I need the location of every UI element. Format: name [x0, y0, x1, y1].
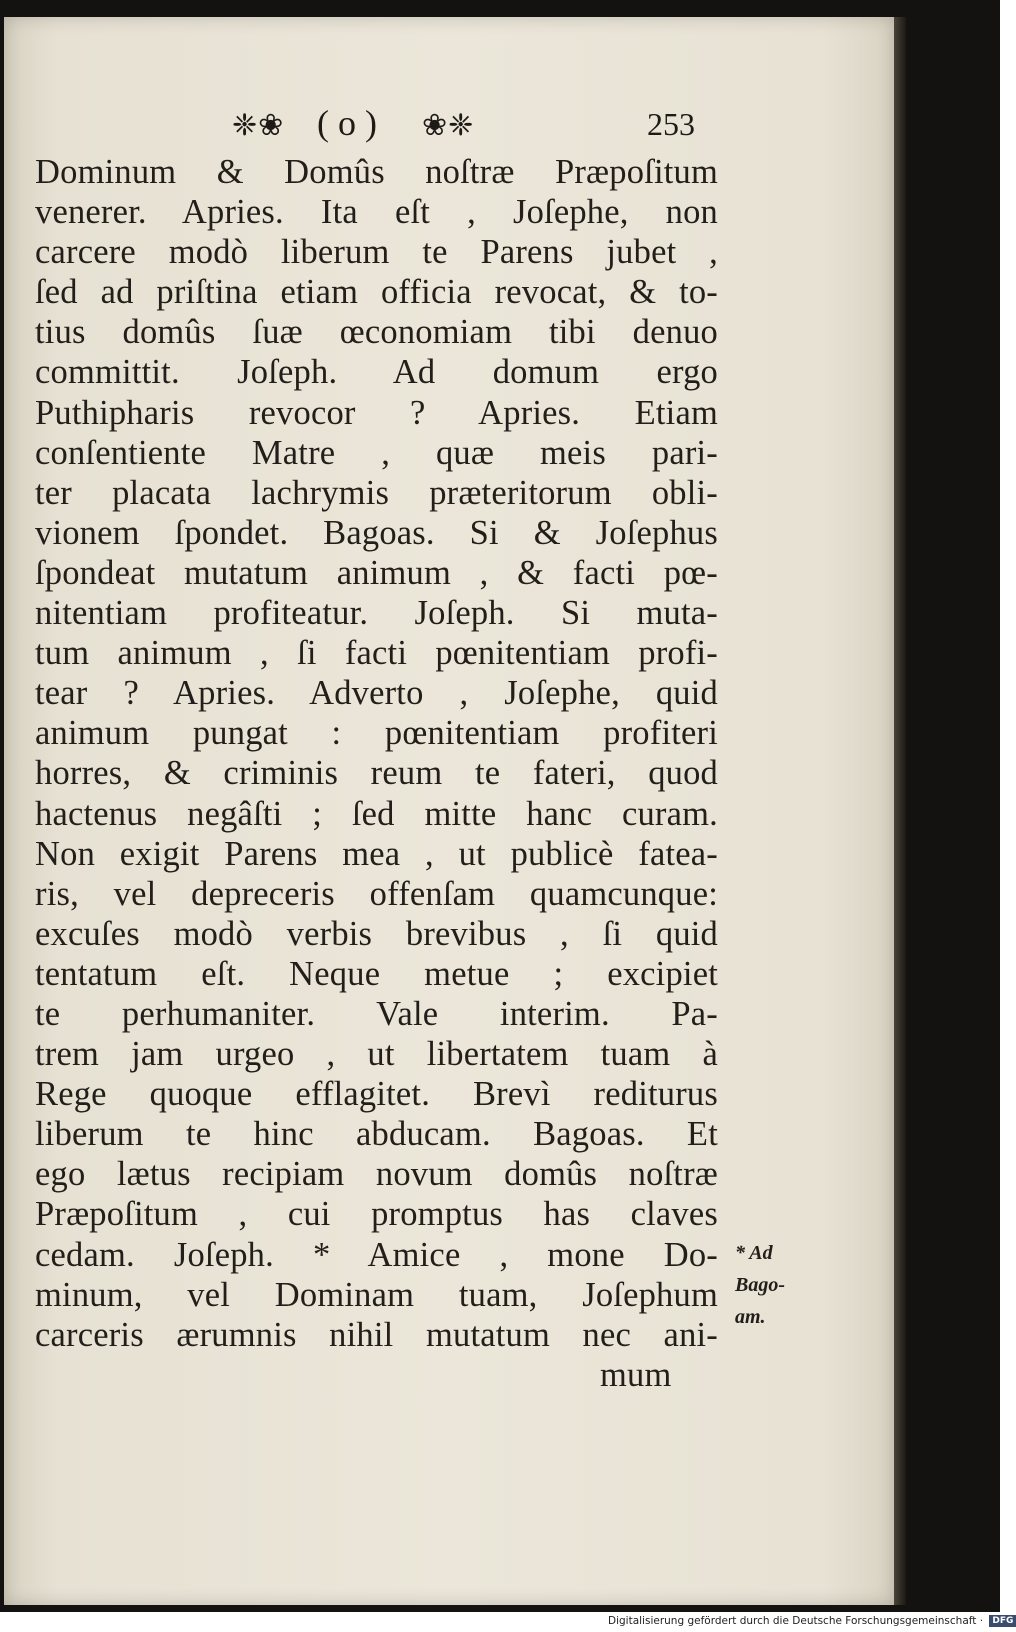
text-line: Puthipharis revocor ? Apries. Etiam: [35, 393, 718, 432]
text-line: ter placata lachrymis præteritorum obli-: [35, 473, 718, 512]
text-line: conſentiente Matre , quæ meis pari-: [35, 433, 718, 472]
text-line: minum, vel Dominam tuam, Joſephum: [35, 1275, 718, 1314]
running-header: [232, 100, 702, 160]
text-line: vionem ſpondet. Bagoas. Si & Joſephus: [35, 513, 718, 552]
catchword: mum: [600, 1355, 672, 1394]
text-line: animum pungat : pœnitentiam profiteri: [35, 714, 718, 753]
text-line: carceris ærumnis nihil mutatum nec ani-: [35, 1315, 718, 1354]
text-line: cedam. Joſeph. * Amice , mone Do-: [35, 1235, 718, 1274]
text-line: Non exigit Parens mea , ut publicè fatea-: [35, 834, 718, 873]
credit-text: Digitalisierung gefördert durch die Deutsche Forschungsgemeinschaft ·: [608, 1615, 984, 1627]
text-line: te perhumaniter. Vale interim. Pa-: [35, 994, 718, 1033]
text-line: nitentiam profiteatur. Joſeph. Si muta-: [35, 594, 718, 633]
text-line: tentatum eſt. Neque metue ; excipiet: [35, 954, 718, 993]
marginal-note: [735, 1237, 805, 1333]
text-line: ſed ad priſtina etiam officia revocat, & to-: [35, 273, 718, 312]
marginal-note-line: Bago-: [735, 1274, 785, 1296]
marginal-note-line: * Ad: [735, 1242, 773, 1264]
text-line: excuſes modò verbis brevibus , ſi quid: [35, 914, 718, 953]
text-line: committit. Joſeph. Ad domum ergo: [35, 353, 718, 392]
text-line: tum animum , ſi facti pœnitentiam profi-: [35, 634, 718, 673]
digitization-credit: [608, 1615, 1014, 1632]
text-line: tear ? Apries. Adverto , Joſephe, quid: [35, 674, 718, 713]
body-text: [35, 152, 718, 1395]
text-line: ſpondeat mutatum animum , & facti pœ-: [35, 553, 718, 592]
dfg-logo[interactable]: DFG: [989, 1615, 1016, 1627]
text-line: liberum te hinc abducam. Bagoas. Et: [35, 1115, 718, 1154]
ornament-left: ❈❀: [232, 108, 285, 143]
text-line: horres, & criminis reum te fateri, quod: [35, 754, 718, 793]
page-number: 253: [647, 106, 695, 142]
text-line: ego lætus recipiam novum domûs noſtræ: [35, 1155, 718, 1194]
text-line: tius domûs ſuæ œconomiam tibi denuo: [35, 313, 718, 352]
text-line: trem jam urgeo , ut libertatem tuam à: [35, 1035, 718, 1074]
text-line: carcere modò liberum te Parens jubet ,: [35, 233, 718, 272]
text-line: Rege quoque efflagitet. Brevì rediturus: [35, 1075, 718, 1114]
ornament-right: ❀❈: [422, 108, 475, 143]
signature-mark: ( o ): [317, 103, 377, 143]
text-line: ris, vel depreceris offenſam quamcunque:: [35, 874, 718, 913]
text-line: hactenus negâſti ; ſed mitte hanc curam.: [35, 794, 718, 833]
text-line: Præpoſitum , cui promptus has claves: [35, 1195, 718, 1234]
marginal-note-line: am.: [735, 1306, 766, 1328]
text-line: Dominum & Domûs noſtræ Præpoſitum: [35, 153, 718, 191]
text-line: venerer. Apries. Ita eſt , Joſephe, non: [35, 193, 718, 232]
page-edge: [894, 17, 906, 1605]
